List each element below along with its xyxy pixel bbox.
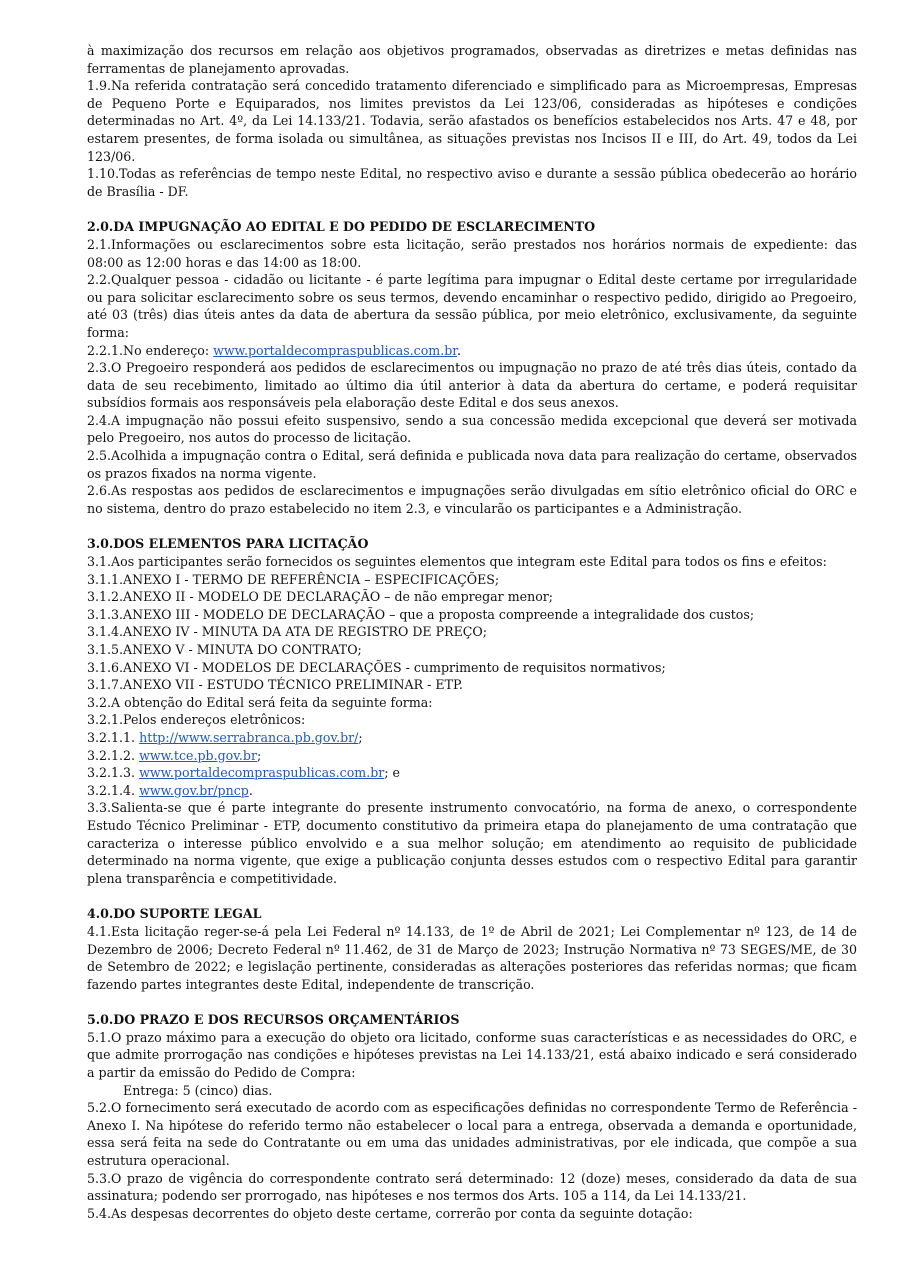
paragraph-5-4: 5.4.As despesas decorrentes do objeto deste certame, correrão por conta da seguinte dotação: — [87, 1205, 693, 1221]
annex-item: 3.1.6.ANEXO VI - MODELOS DE DECLARAÇÕES - cumprimento de requisitos normativos; — [87, 659, 666, 675]
paragraph-2-5: 2.5.Acolhida a impugnação contra o Edital, será definida e publicada nova data para realização do certame, observados os prazos fixados na norma vigente. — [87, 448, 857, 481]
pncp-link[interactable]: www.gov.br/pncp — [139, 782, 249, 798]
paragraph-intro: à maximização dos recursos em relação aos objetivos programados, observadas as diretrizes e metas definidas nas ferramentas de planejamento aprovadas. — [87, 43, 857, 76]
section-4-title: 4.0.DO SUPORTE LEGAL — [87, 906, 262, 922]
paragraph-3-3: 3.3.Salienta-se que é parte integrante do presente instrumento convocatório, na forma de anexo, o correspondente Estudo Técnico Preliminar - ETP, documento constitutivo da primeira etapa do planejamento de uma contratação que caracteriza o interesse público envolvido e a sua melhor solução; em atendimento ao requisito de publicidade determinado na norma vigente, que exige a publicação conjunta desses estudos com o respectivo Edital para garantir plena transparência e competitividade. — [87, 800, 857, 886]
paragraph-1-9: 1.9.Na referida contratação será concedido tratamento diferenciado e simplificado para as Microempresas, Empresas de Pequeno Porte e Equiparados, nos limites previstos da Lei 123/06, consideradas as hipóteses e condições determinadas no Art. 4º, da Lei 14.133/21. Todavia, serão afastados os benefícios estabelecidos nos Arts. 47 e 48, por estarem presentes, de forma isolada ou simultânea, as situações previstas nos Incisos II e III, do Art. 49, todos da Lei 123/06. — [87, 78, 857, 164]
portal-link[interactable]: www.portaldecompraspublicas.com.br — [213, 342, 457, 358]
paragraph-3-2-1: 3.2.1.Pelos endereços eletrônicos: — [87, 712, 306, 728]
paragraph-2-2: 2.2.Qualquer pessoa - cidadão ou licitante - é parte legítima para impugnar o Edital deste certame por irregularidade ou para solicitar esclarecimento sobre os seus termos, devendo encaminhar o respectivo pedido, dirigido ao Pregoeiro, até 03 (três) dias úteis antes da data de abertura da sessão pública, por meio eletrônico, exclusivamente, da seguinte forma: — [87, 272, 857, 340]
document-page — [87, 42, 857, 1222]
paragraph-2-1: 2.1.Informações ou esclarecimentos sobre esta licitação, serão prestados nos horários normais de expediente: das 08:00 as 12:00 horas e das 14:00 as 18:00. — [87, 236, 857, 270]
paragraph-5-3: 5.3.O prazo de vigência do correspondente contrato será determinado: 12 (doze) meses, considerado da data de sua assinatura; podendo ser prorrogado, nas hipóteses e nos termos dos Arts. 105 a 114, da Lei 14.133/21. — [87, 1170, 857, 1204]
annex-item: 3.1.1.ANEXO I - TERMO DE REFERÊNCIA – ESPECIFICAÇÕES; — [87, 571, 500, 587]
link-item: 3.2.1.2. www.tce.pb.gov.br; — [87, 747, 262, 763]
annex-item: 3.1.5.ANEXO V - MINUTA DO CONTRATO; — [87, 642, 362, 657]
paragraph-2-4: 2.4.A impugnação não possui efeito suspensivo, sendo a sua concessão medida excepcional que deverá ser motivada pelo Pregoeiro, nos autos do processo de licitação. — [87, 412, 857, 446]
paragraph-4-1: 4.1.Esta licitação reger-se-á pela Lei Federal nº 14.133, de 1º de Abril de 2021; Lei Complementar nº 123, de 14 de Dezembro de 2006; Decreto Federal nº 11.462, de 31 de Março de 2023; Instrução Normativa nº 73 SEGES/ME, de 30 de Setembro de 2022; e legislação pertinente, consideradas as alterações posteriores das referidas normas; que ficam fazendo partes integrantes deste Edital, independente de transcrição. — [87, 923, 857, 992]
paragraph-1-10: 1.10.Todas as referências de tempo neste Edital, no respectivo aviso e durante a sessão pública obedecerão ao horário de Brasília - DF. — [87, 166, 857, 199]
annex-item: 3.1.2.ANEXO II - MODELO DE DECLARAÇÃO – de não empregar menor; — [87, 589, 554, 605]
link-item: 3.2.1.4. www.gov.br/pncp. — [87, 782, 253, 798]
annex-item: 3.1.7.ANEXO VII - ESTUDO TÉCNICO PRELIMINAR - ETP. — [87, 677, 463, 693]
tce-link[interactable]: www.tce.pb.gov.br — [139, 747, 257, 763]
link-item: 3.2.1.3. www.portaldecompraspublicas.com.br; e — [87, 765, 401, 781]
paragraph-2-6: 2.6.As respostas aos pedidos de esclarecimentos e impugnações serão divulgadas em sítio eletrônico oficial do ORC e no sistema, dentro do prazo estabelecido no item 2.3, e vincularão os participantes e a Administração. — [87, 483, 857, 516]
paragraph-5-1: 5.1.O prazo máximo para a execução do objeto ora licitado, conforme suas características e as necessidades do ORC, e que admite prorrogação nas condições e hipóteses previstas na Lei 14.133/21, está abaixo indicado e será considerado a partir da emissão do Pedido de Compra: — [87, 1029, 857, 1081]
section-2-title: 2.0.DA IMPUGNAÇÃO AO EDITAL E DO PEDIDO DE ESCLARECIMENTO — [87, 219, 596, 235]
portal-compras-link[interactable]: www.portaldecompraspublicas.com.br — [139, 765, 385, 781]
annex-item: 3.1.4.ANEXO IV - MINUTA DA ATA DE REGISTRO DE PREÇO; — [87, 624, 487, 640]
link-item: 3.2.1.1. http://www.serrabranca.pb.gov.br/; — [87, 729, 363, 745]
serrabranca-link[interactable]: http://www.serrabranca.pb.gov.br/ — [139, 729, 359, 745]
paragraph-5-2: 5.2.O fornecimento será executado de acordo com as especificações definidas no correspondente Termo de Referência - Anexo I. Na hipótese do referido termo não estabelecer o local para a entrega, observada a demanda e oportunidade, essa será feita na sede do Contratante ou em uma das unidades administrativas, por ele indicada, que compõe a sua estrutura operacional. — [87, 1100, 857, 1169]
section-3-title: 3.0.DOS ELEMENTOS PARA LICITAÇÃO — [87, 536, 369, 552]
paragraph-3-2: 3.2.A obtenção do Edital será feita da seguinte forma: — [87, 694, 433, 710]
paragraph-3-1: 3.1.Aos participantes serão fornecidos os seguintes elementos que integram este Edital para todos os fins e efeitos: — [87, 554, 827, 570]
delivery-term: Entrega: 5 (cinco) dias. — [123, 1082, 273, 1098]
paragraph-2-2-1: 2.2.1.No endereço: www.portaldecompraspublicas.com.br. — [87, 342, 461, 358]
annex-item: 3.1.3.ANEXO III - MODELO DE DECLARAÇÃO – que a proposta compreende a integralidade dos custos; — [87, 606, 755, 622]
section-5-title: 5.0.DO PRAZO E DOS RECURSOS ORÇAMENTÁRIOS — [87, 1012, 460, 1028]
paragraph-2-3: 2.3.O Pregoeiro responderá aos pedidos de esclarecimentos ou impugnação no prazo de até três dias úteis, contado da data de seu recebimento, limitado ao último dia útil anterior à data da abertura do certame, e poderá requisitar subsídios formais aos responsáveis pela elaboração deste Edital e dos seus anexos. — [87, 360, 857, 411]
